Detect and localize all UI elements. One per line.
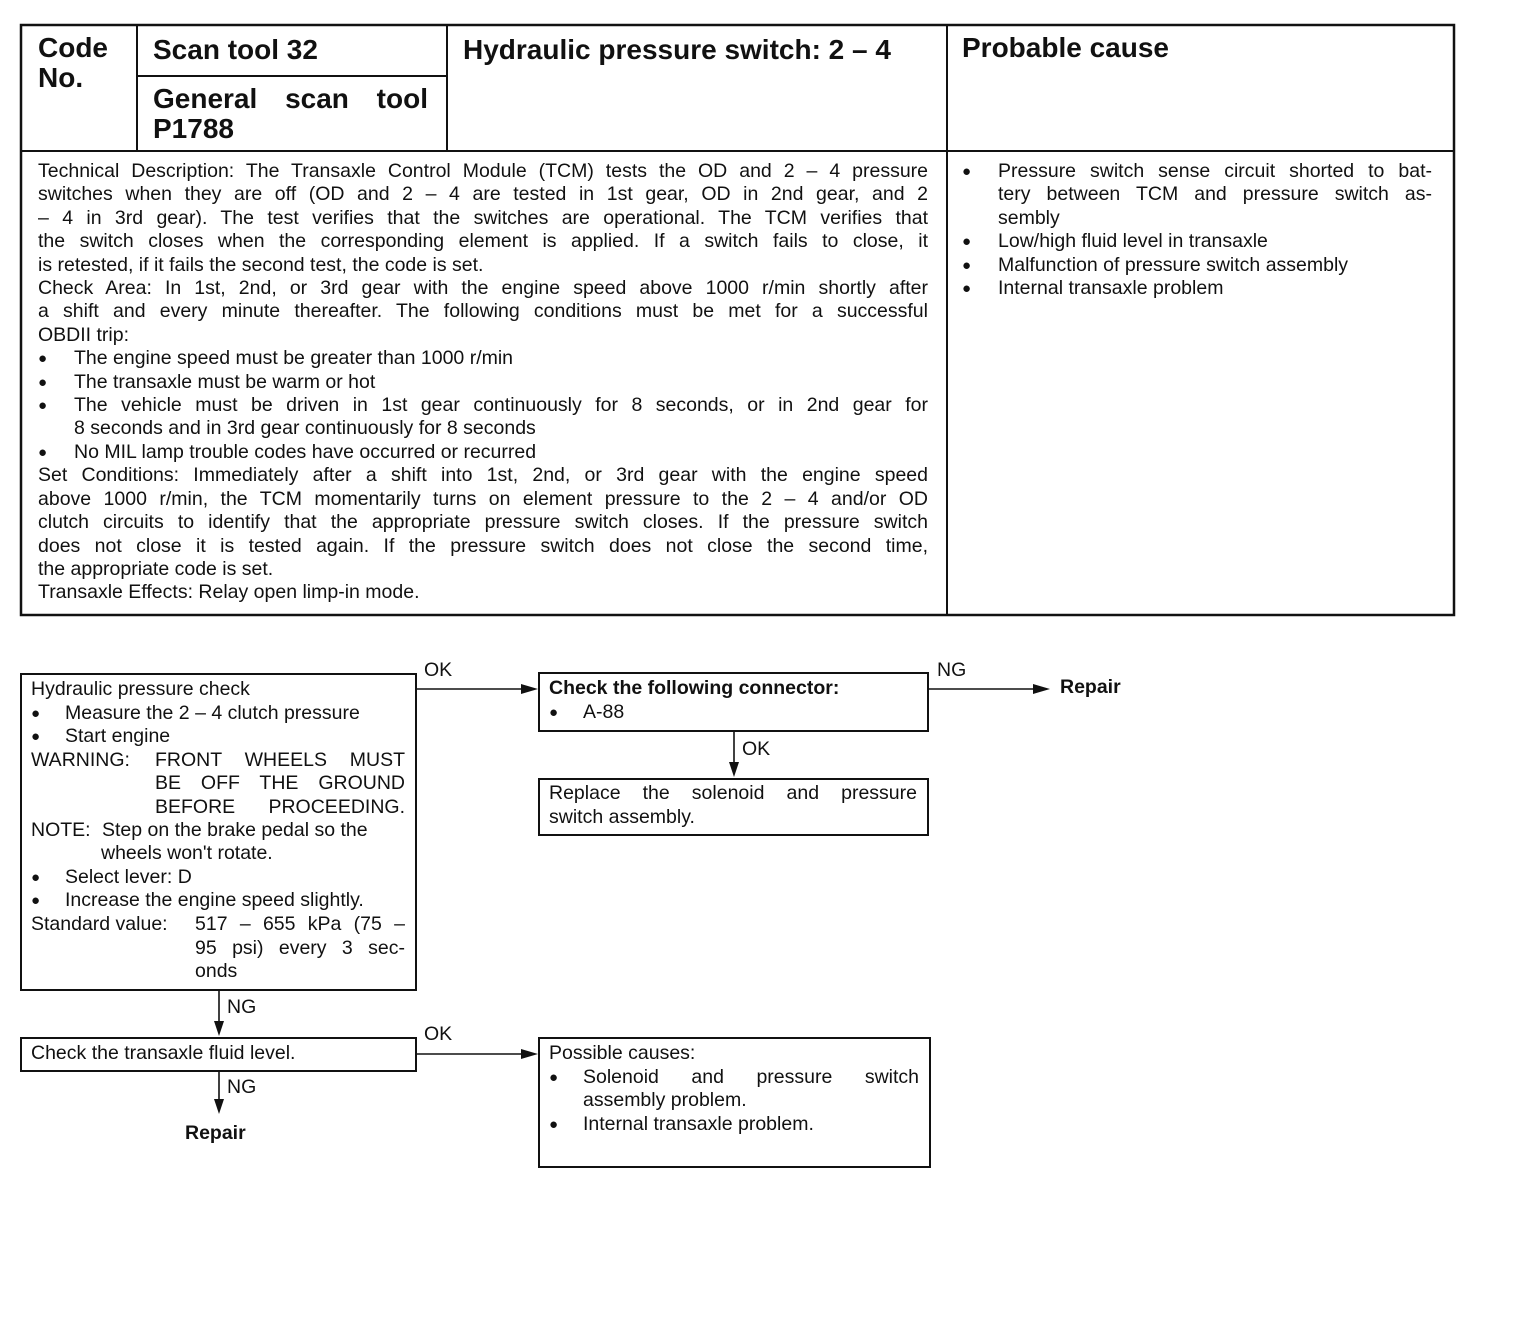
possible-causes-title: Possible causes: (549, 1042, 696, 1064)
set-condition-line: Transaxle Effects: Relay open limp-in mode. (38, 581, 420, 604)
code-label-line1: Code (38, 32, 108, 63)
description-line: a shift and every minute thereafter. The following conditions must be met for a successful (38, 300, 928, 323)
warning-block (31, 749, 405, 819)
arrow-ok-1-head (521, 684, 538, 694)
replace-line1: Replace the solenoid and pressure (549, 782, 917, 804)
warning-label: WARNING: (31, 748, 130, 771)
ok-label-1: OK (424, 659, 453, 681)
possible-cause-solenoid-line1: ● Solenoid and pressure switch (583, 1065, 919, 1088)
possible-cause-internal: ● Internal transaxle problem. (549, 1113, 919, 1137)
possible-cause-solenoid (549, 1066, 919, 1113)
set-condition-line: does not close it is tested again. If the pressure switch does not close the second time, (38, 534, 928, 557)
probable-cause-item (962, 230, 1432, 253)
check-connector-content (549, 677, 839, 724)
standard-value-block (31, 913, 405, 983)
probable-cause-line: tery between TCM and pressure switch as- (998, 183, 1432, 206)
description-line: Check Area: In 1st, 2nd, or 3rd gear with the engine speed above 1000 r/min shortly after (38, 277, 928, 300)
note-block (31, 819, 405, 866)
page-title: Hydraulic pressure switch: 2 – 4 (463, 34, 891, 65)
standard-value-label: Standard value: (31, 912, 168, 935)
technical-description (38, 160, 928, 605)
probable-cause-item (962, 254, 1432, 277)
probable-cause-heading: Probable cause (962, 32, 1169, 63)
arrow-ok-3-head (521, 1049, 538, 1059)
arrow-ng-1-head (1033, 684, 1050, 694)
standard-value-text (195, 913, 405, 984)
ok-label-3: OK (424, 1023, 453, 1045)
ng-label-1: NG (937, 659, 967, 681)
standard-value-line3: onds (195, 960, 238, 983)
probable-cause-item (962, 160, 1432, 230)
probable-cause-line: sembly (998, 206, 1060, 229)
probable-cause-list (962, 160, 1432, 300)
description-line: the switch closes when the corresponding element is applied. If a switch fails to close, it (38, 230, 928, 253)
hydraulic-pressure-check-content (31, 678, 405, 983)
probable-cause-line: ● Low/high fluid level in transaxle (998, 230, 1268, 253)
warning-line2: BE OFF THE GROUND (155, 772, 405, 795)
possible-cause-solenoid-line2: assembly problem. (583, 1089, 747, 1112)
probable-cause-item (962, 277, 1432, 300)
arrow-ng-2-head (214, 1021, 224, 1036)
connector-item: ● A-88 (549, 701, 839, 725)
set-condition-line: above 1000 r/min, the TCM momentarily turns on element pressure to the 2 – 4 and/or OD (38, 487, 928, 510)
check-fluid-level-label: Check the transaxle fluid level. (31, 1042, 296, 1064)
warning-text (155, 749, 405, 820)
hydraulic-step-start: ● Start engine (31, 725, 405, 749)
hydraulic-step-increase-speed: ● Increase the engine speed slightly. (31, 889, 405, 913)
standard-value-line2: 95 psi) every 3 sec- (195, 936, 405, 959)
general-scan-tool-label (153, 84, 428, 144)
description-line: is retested, if it fails the second test, the code is set. (38, 253, 484, 276)
description-line: switches when they are off (OD and 2 – 4 are tested in 1st gear, OD in 2nd gear, and 2 (38, 183, 928, 206)
scan-tool-label: Scan tool 32 (153, 34, 318, 65)
description-paragraph (38, 160, 928, 347)
probable-cause-line: ● Internal transaxle problem (998, 277, 1224, 300)
check-conditions-list (38, 347, 928, 464)
description-line: Technical Description: The Transaxle Control Module (TCM) tests the OD and 2 – 4 pressure (38, 160, 928, 182)
code-label (38, 33, 108, 93)
hydraulic-step-measure: ● Measure the 2 – 4 clutch pressure (31, 702, 405, 726)
arrow-ng-3-head (214, 1099, 224, 1114)
condition-item: ● The engine speed must be greater than 1000 r/min (38, 347, 928, 370)
ng-label-3: NG (227, 1076, 257, 1098)
condition-item: ● The vehicle must be driven in 1st gear continuously for 8 seconds, or in 2nd gear for (38, 394, 928, 417)
note-line2: wheels won't rotate. (101, 842, 273, 865)
note-label: NOTE: (31, 818, 91, 841)
ng-label-2: NG (227, 996, 257, 1018)
check-connector-title: Check the following connector: (549, 677, 840, 699)
condition-item: 8 seconds and in 3rd gear continuously for 8 seconds (74, 417, 536, 440)
standard-value-line1: 517 – 655 kPa (75 – (195, 912, 405, 935)
description-line: – 4 in 3rd gear). The test verifies that the switches are operational. The TCM verifies that (38, 206, 928, 229)
warning-line3: BEFORE PROCEEDING. (155, 795, 405, 818)
general-scan-tool-line1: General scan tool (153, 83, 428, 114)
note-line1: Step on the brake pedal so the (102, 818, 368, 841)
set-condition-line: the appropriate code is set. (38, 557, 274, 580)
set-conditions-paragraph (38, 464, 928, 604)
hydraulic-step-select-lever: ● Select lever: D (31, 866, 405, 890)
repair-label-1: Repair (1060, 676, 1121, 698)
condition-item: ● The transaxle must be warm or hot (38, 371, 928, 394)
arrow-ok-2-head (729, 762, 739, 777)
ok-label-2: OK (742, 738, 771, 760)
description-line: OBDII trip: (38, 323, 130, 346)
warning-line1: FRONT WHEELS MUST (155, 748, 405, 771)
probable-cause-line: ● Malfunction of pressure switch assembly (998, 253, 1349, 276)
replace-solenoid-content (549, 782, 917, 829)
condition-item: ● No MIL lamp trouble codes have occurred or recurred (38, 441, 928, 464)
repair-label-2: Repair (185, 1122, 246, 1144)
code-label-line2: No. (38, 62, 84, 93)
probable-cause-line: ● Pressure switch sense circuit shorted to bat- (998, 160, 1432, 182)
set-condition-line: Set Conditions: Immediately after a shift into 1st, 2nd, or 3rd gear with the engine speed (38, 464, 928, 487)
possible-causes-content (549, 1042, 919, 1136)
general-scan-tool-line2: P1788 (153, 113, 234, 144)
set-condition-line: clutch circuits to identify that the appropriate pressure switch closes. If the pressure switch (38, 511, 928, 534)
hydraulic-title: Hydraulic pressure check (31, 678, 250, 700)
replace-line2: switch assembly. (549, 805, 695, 828)
